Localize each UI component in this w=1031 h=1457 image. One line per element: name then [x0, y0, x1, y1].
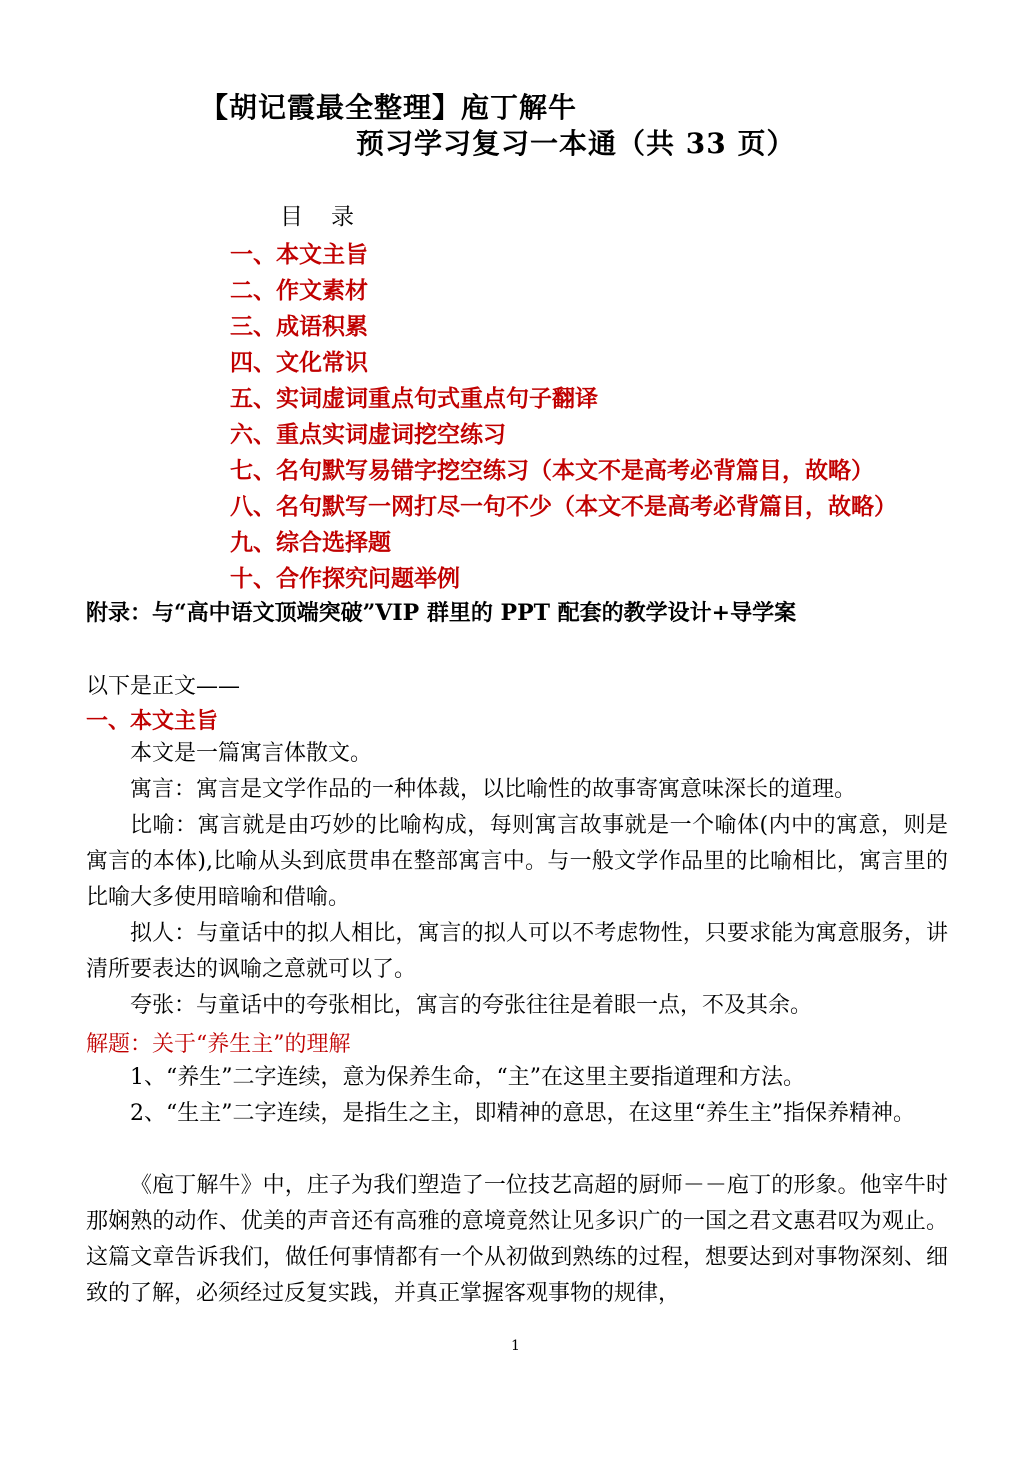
jieti-heading: 解题：关于“养生主”的理解 [86, 1032, 351, 1057]
toc-item: 六、重点实词虚词挖空练习 [230, 421, 506, 448]
toc-item: 八、名句默写一网打尽一句不少（本文不是高考必背篇目，故略） [230, 493, 897, 520]
paragraph: 1、“养生”二字连续，意为保养生命，“主”在这里主要指道理和方法。 [130, 1065, 805, 1090]
paragraph: 《庖丁解牛》中，庄子为我们塑造了一位技艺高超的厨师－－庖丁的形象。他宰牛时那娴熟的动作、优美的声音还有高雅的意境竟然让见多识广的一国之君文惠君叹为观止。这篇文章告诉我们，做任何事情都有一个从初做到熟练的过程，想要达到对事物深刻、细致的了解，必须经过反复实践，并真正掌握客观事物的规律， [86, 1173, 948, 1306]
toc-item: 九、综合选择题 [230, 529, 391, 556]
document-title-line1: 【胡记霞最全整理】庖丁解牛 [200, 91, 578, 124]
appendix-line: 附录：与“高中语文顶端突破”VIP 群里的 PPT 配套的教学设计+导学案 [86, 600, 797, 626]
toc-item: 七、名句默写易错字挖空练习（本文不是高考必背篇目，故略） [230, 457, 874, 484]
paragraph: 拟人：与童话中的拟人相比，寓言的拟人可以不考虑物性，只要求能为寓意服务，讲清所要表达的讽喻之意就可以了。 [86, 921, 948, 982]
paragraph: 寓言：寓言是文学作品的一种体裁，以比喻性的故事寄寓意味深长的道理。 [130, 777, 857, 802]
document-title-line2: 预习学习复习一本通（共 33 页） [356, 127, 796, 160]
toc-item: 五、实词虚词重点句式重点句子翻译 [230, 385, 598, 412]
paragraph: 比喻：寓言就是由巧妙的比喻构成，每则寓言故事就是一个喻体(内中的寓意，则是寓言的本体),比喻从头到底贯串在整部寓言中。与一般文学作品里的比喻相比，寓言里的比喻大多使用暗喻和借喻。 [86, 813, 948, 910]
page-number: 1 [511, 1338, 520, 1354]
paragraph: 本文是一篇寓言体散文。 [130, 741, 373, 766]
toc-item: 四、文化常识 [230, 349, 368, 376]
toc-item: 二、作文素材 [230, 277, 368, 304]
toc-item: 十、合作探究问题举例 [230, 565, 460, 592]
toc-heading: 目录 [280, 204, 382, 230]
toc-item: 一、本文主旨 [230, 241, 368, 268]
section1-heading: 一、本文主旨 [86, 708, 219, 734]
toc-item: 三、成语积累 [230, 313, 368, 340]
intro-line: 以下是正文—— [86, 674, 241, 699]
paragraph: 2、“生主”二字连续，是指生之主，即精神的意思，在这里“养生主”指保养精神。 [130, 1101, 915, 1126]
paragraph: 夸张：与童话中的夸张相比，寓言的夸张往往是着眼一点，不及其余。 [130, 993, 813, 1018]
